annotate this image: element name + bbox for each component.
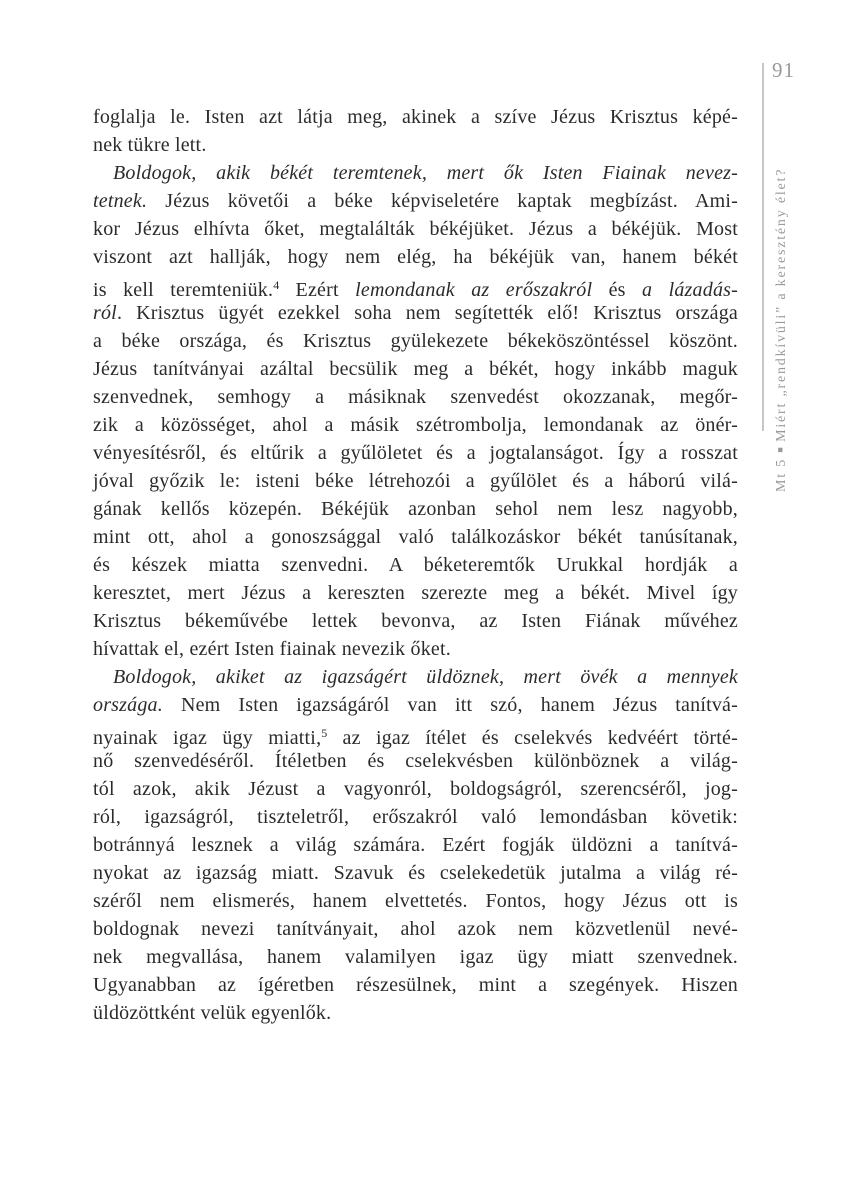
- text-line: [93, 803, 738, 831]
- text-run: nyainak igaz ügy miatti,: [93, 727, 322, 749]
- text-run: Ezért: [279, 279, 356, 301]
- text-run: boldognak nevezi tanítványait, ahol azok nem közvetlenül nevé-: [93, 918, 738, 940]
- text-run: a lázadás-: [642, 279, 738, 301]
- text-line: [93, 215, 738, 243]
- text-line: [93, 719, 738, 747]
- text-line: [93, 271, 738, 299]
- footnote-marker: 4: [273, 278, 280, 292]
- text-line: [93, 411, 738, 439]
- margin-chapter-label: [770, 168, 792, 492]
- text-line: [93, 971, 738, 999]
- text-line: [93, 383, 738, 411]
- text-line: [93, 299, 738, 327]
- text-run: nek megvallása, hanem valamilyen igaz ügy miatt szenvednek.: [93, 946, 738, 968]
- text-line: [93, 943, 738, 971]
- square-bullet-icon: ■: [775, 447, 785, 453]
- text-run: Jézus tanítványai azáltal becsülik meg a békét, hogy inkább maguk: [93, 358, 738, 380]
- text-run: a béke országa, és Krisztus gyülekezete békeköszöntéssel köszönt.: [93, 330, 738, 352]
- text-run: nek tükre lett.: [93, 134, 207, 156]
- text-run: országa.: [93, 694, 163, 716]
- text-run: Jézus követői a béke képviseletére kaptak megbízást. Ami-: [147, 190, 738, 212]
- text-run: is kell teremteniük.: [93, 279, 274, 301]
- text-run: Mt 5: [774, 452, 789, 492]
- text-run: foglalja le. Isten azt látja meg, akinek a szíve Jézus Krisztus képé-: [93, 106, 738, 128]
- text-run: tetnek.: [93, 190, 148, 212]
- text-run: nyokat az igazság miatt. Szavuk és cselekedetük jutalma a világ ré-: [93, 862, 738, 884]
- text-run: Nem Isten igazságáról van itt szó, hanem Jézus tanítvá-: [162, 694, 738, 716]
- text-run: viszont azt hallják, hogy nem elég, ha békéjük van, hanem békét: [93, 246, 738, 268]
- text-line: [93, 579, 738, 607]
- text-line: [93, 327, 738, 355]
- text-line: [93, 635, 738, 663]
- text-line: [93, 747, 738, 775]
- text-run: botránnyá lesznek a világ számára. Ezért fogják üldözni a tanítvá-: [93, 834, 738, 856]
- text-run: jóval győzik le: isteni béke létrehozói a gyűlölet és a háború vilá-: [93, 470, 738, 492]
- text-run: Boldogok, akiket az igazságért üldöznek, mert övék a mennyek: [113, 666, 738, 688]
- text-run: Krisztus békeművébe lettek bevonva, az Isten Fiának művéhez: [93, 610, 738, 632]
- text-line: [93, 523, 738, 551]
- margin-rule: [762, 63, 764, 431]
- text-run: az igaz ítélet és cselekvés kedvéért törté-: [327, 727, 738, 749]
- text-run: lemondanak az erőszakról: [355, 279, 593, 301]
- text-run: szenvednek, semhogy a másiknak szenvedést okozzanak, megőr-: [93, 386, 738, 408]
- text-line: [93, 775, 738, 803]
- text-line: [93, 131, 738, 159]
- text-run: hívattak el, ezért Isten fiainak nevezik őket.: [93, 638, 451, 660]
- text-line: [93, 551, 738, 579]
- text-line: [93, 243, 738, 271]
- footnote-marker: 5: [321, 726, 328, 740]
- text-line: [93, 439, 738, 467]
- body-text: [93, 103, 738, 1027]
- text-line: [93, 887, 738, 915]
- text-run: tól azok, akik Jézust a vagyonról, boldogságról, szerencséről, jog-: [93, 778, 738, 800]
- text-line: [93, 859, 738, 887]
- text-run: mint ott, ahol a gonoszsággal való találkozáskor békét tanúsítanak,: [93, 526, 738, 548]
- text-run: vényesítésről, és eltűrik a gyűlöletet és a jogtalanságot. Így a rosszat: [93, 442, 738, 464]
- text-run: Miért „rendkívüli” a keresztény élet?: [774, 167, 789, 448]
- text-run: széről nem elismerés, hanem elvettetés. Fontos, hogy Jézus ott is: [93, 890, 738, 912]
- text-line: [93, 607, 738, 635]
- text-run: Ugyanabban az ígéretben részesülnek, mint a szegények. Hiszen: [93, 974, 738, 996]
- text-line: [93, 159, 738, 187]
- text-run: kor Jézus elhívta őket, megtalálták békéjüket. Jézus a békéjük. Most: [93, 218, 738, 240]
- text-run: zik a közösséget, ahol a másik szétrombolja, lemondanak az önér-: [93, 414, 738, 436]
- text-line: [93, 355, 738, 383]
- page-number: 91: [772, 58, 795, 82]
- text-line: [93, 467, 738, 495]
- text-run: . Krisztus ügyét ezekkel soha nem segítették elő! Krisztus országa: [116, 302, 738, 324]
- text-line: [93, 915, 738, 943]
- text-line: [93, 691, 738, 719]
- text-line: [93, 103, 738, 131]
- text-run: Boldogok, akik békét teremtenek, mert ők Isten Fiainak nevez-: [113, 162, 738, 184]
- text-run: ról, igazságról, tiszteletről, erőszakról való lemondásban követik:: [93, 806, 738, 828]
- text-line: [93, 663, 738, 691]
- text-line: [93, 999, 738, 1027]
- text-run: keresztet, mert Jézus a kereszten szerezte meg a békét. Mivel így: [93, 582, 738, 604]
- text-run: és készek miatta szenvedni. A béketeremtők Urukkal hordják a: [93, 554, 738, 576]
- text-line: [93, 831, 738, 859]
- text-run: és: [592, 279, 643, 301]
- text-line: [93, 495, 738, 523]
- text-line: [93, 187, 738, 215]
- text-run: üldözöttként velük egyenlők.: [93, 1002, 332, 1024]
- text-run: gának kellős közepén. Békéjük azonban sehol nem lesz nagyobb,: [93, 498, 738, 520]
- text-run: nő szenvedéséről. Ítéletben és cselekvésben különböznek a világ-: [93, 750, 738, 772]
- text-run: ról: [93, 302, 117, 324]
